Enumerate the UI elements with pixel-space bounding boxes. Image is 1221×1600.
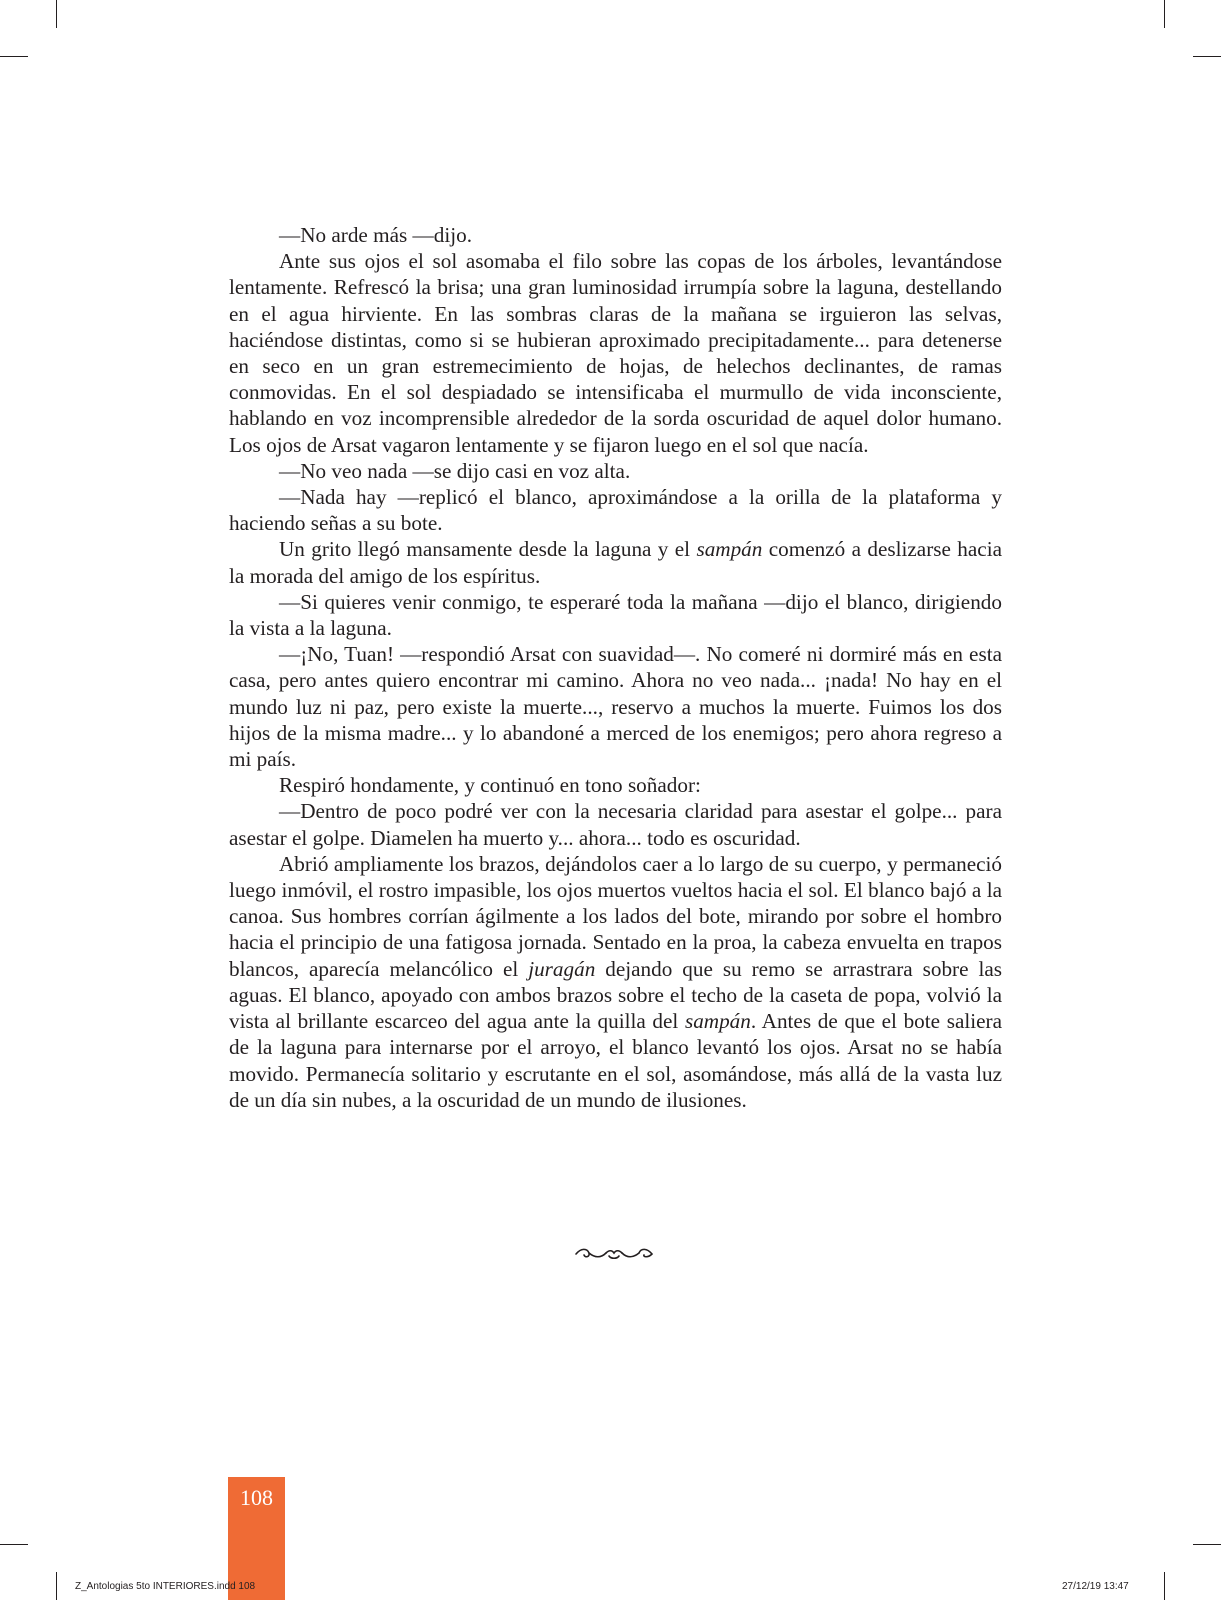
slug-filename: Z_Antologias 5to INTERIORES.indd 108	[75, 1581, 256, 1592]
decorative-flourish-icon	[573, 1244, 655, 1264]
paragraph: —Dentro de poco podré ver con la necesaria claridad para asestar el golpe... para asestar el golpe. Diamelen ha muerto y... ahora... todo es oscuridad.	[229, 799, 1002, 850]
paragraph: —No veo nada —se dijo casi en voz alta.	[279, 458, 631, 483]
paragraph: —Si quieres venir conmigo, te esperaré toda la mañana —dijo el blanco, dirigiendo la vista a la laguna.	[229, 589, 1002, 641]
paragraph: Ante sus ojos el sol asomaba el filo sobre las copas de los árboles, levantándose lentamente. Refrescó la brisa; una gran luminosidad irrumpía sobre la laguna, destellando en el agua hirviente. En las sombras claras de la mañana se irguieron las selvas, haciéndose distintas, como si se hubieran aproximado precipitadamente... para detenerse en seco en un gran estremecimiento de hojas, de helechos declinantes, de ramas conmovidas. En el sol despiadado se intensificaba el murmullo de vida inconsciente, hablando en voz incomprensible alrededor de la sorda oscuridad de aquel dolor humano. Los ojos de Arsat vagaron lentamente y se fijaron luego en el sol que nacía.	[229, 249, 1002, 457]
crop-mark-top-left	[56, 0, 57, 28]
paragraph: Abrió ampliamente los brazos, dejándolos caer a lo largo de su cuerpo, y permaneció luego inmóvil, el rostro impasible, los ojos muertos vueltos hacia el sol. El blanco bajó a la canoa. Sus hombres corrían ágilmente a los lados del bote, mirando por sobre el hombro hacia el principio de una fatigosa jornada. Sentado en la proa, la cabeza envuelta en trapos blancos, aparecía melancólico el juragán dejando que su remo se arrastrara sobre las aguas. El blanco, apoyado con ambos brazos sobre el techo de la caseta de popa, volvió la vista al brillante escarceo del agua ante la quilla del sampán. Antes de que el bote saliera de la laguna para internarse por el arroyo, el blanco levantó los ojos. Arsat no se había movido. Permanecía solitario y escrutante en el sol, asomándose, más allá de la vasta luz de un día sin nubes, a la oscuridad de un mundo de ilusiones.	[229, 851, 1002, 1112]
paragraph: —Nada hay —replicó el blanco, aproximándose a la orilla de la plataforma y haciendo señas a su bote.	[229, 485, 1002, 536]
crop-mark-left-bottom	[0, 1544, 28, 1545]
crop-mark-top-right	[1164, 0, 1165, 28]
crop-mark-right-top	[1193, 56, 1221, 57]
crop-mark-bottom-right	[1164, 1572, 1165, 1600]
crop-mark-left-top	[0, 56, 28, 57]
paragraph: Respiró hondamente, y continuó en tono soñador:	[279, 773, 701, 798]
paragraph: —¡No, Tuan! —respondió Arsat con suavidad—. No comeré ni dormiré más en esta casa, pero antes quiero encontrar mi camino. Ahora no veo nada... ¡nada! No hay en el mundo luz ni paz, pero existe la muerte..., reservo a muchos la muerte. Fuimos los dos hijos de la misma madre... y lo abandoné a merced de los enemigos; pero ahora regreso a mi país.	[229, 642, 1002, 772]
paragraph: —No arde más —dijo.	[279, 223, 473, 247]
crop-mark-right-bottom	[1193, 1544, 1221, 1545]
page-number: 108	[240, 1485, 273, 1510]
story-text	[229, 222, 1002, 1113]
slug-timestamp: 27/12/19 13:47	[1062, 1581, 1129, 1592]
paragraph: Un grito llegó mansamente desde la laguna y el sampán comenzó a deslizarse hacia la morada del amigo de los espíritus.	[229, 537, 1002, 588]
crop-mark-bottom-left	[56, 1572, 57, 1600]
